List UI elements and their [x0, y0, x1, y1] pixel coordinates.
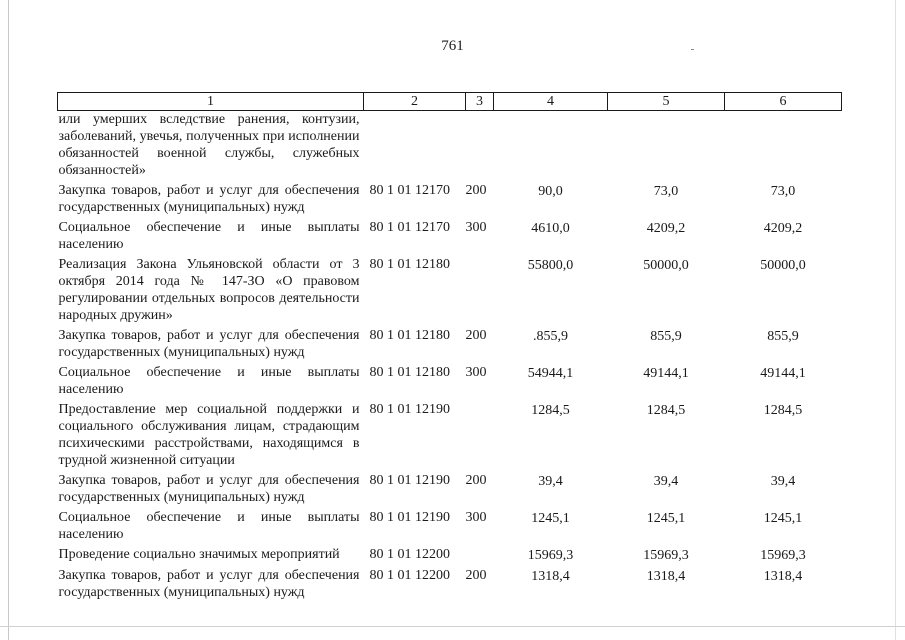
- row-value-col5: 73,0: [653, 184, 679, 199]
- page-number: 761: [441, 38, 464, 54]
- column-header-1: 1: [58, 93, 364, 111]
- scan-edge-right: [895, 0, 896, 640]
- row-value-col6: [725, 111, 842, 180]
- row-code: 80 1 01 12170: [369, 183, 450, 198]
- row-value-col4: 54944,1: [527, 366, 574, 381]
- row-value-col5: 1284,5: [646, 403, 686, 418]
- row-value-col4: 90,0: [538, 184, 563, 199]
- scan-edge-left: [8, 0, 9, 640]
- row-expense-type: 300: [465, 510, 487, 525]
- row-value-col6: 1245,1: [763, 511, 803, 526]
- row-expense-type: 200: [465, 183, 487, 198]
- row-value-col5: 39,4: [653, 474, 679, 489]
- row-value-col5: 855,9: [650, 329, 682, 344]
- column-header-5: 5: [608, 93, 725, 111]
- row-code: 80 1 01 12180: [369, 257, 450, 272]
- row-name: Социальное обеспечение и иные выплаты населению: [58, 220, 360, 252]
- table-row: [58, 398, 842, 469]
- row-code: 80 1 01 12190: [369, 510, 450, 525]
- row-value-col4: .855,9: [533, 329, 568, 344]
- row-value-col6: 49144,1: [760, 366, 806, 381]
- table-row: [58, 179, 842, 216]
- table-row: [58, 506, 842, 543]
- row-code: 80 1 01 12180: [369, 328, 450, 343]
- row-value-col5: 49144,1: [643, 366, 689, 381]
- row-code: 80 1 01 12200: [369, 568, 450, 583]
- budget-table: [57, 92, 842, 601]
- row-name: Закупка товаров, работ и услуг для обеспечения государственных (муниципальных) нужд: [58, 328, 360, 360]
- table-row: [58, 111, 842, 180]
- row-value-col4: 1284,5: [531, 403, 570, 418]
- row-value-col6: 50000,0: [760, 258, 806, 273]
- row-expense-type: 300: [465, 365, 487, 380]
- table-row: [58, 216, 842, 253]
- row-name: Социальное обеспечение и иные выплаты населению: [58, 365, 360, 397]
- row-expense-type: 200: [465, 568, 487, 583]
- row-value-col5: 1245,1: [646, 511, 686, 526]
- row-name: Закупка товаров, работ и услуг для обеспечения государственных (муниципальных) нужд: [58, 473, 360, 505]
- row-expense-type: 200: [465, 328, 487, 343]
- column-header-2: 2: [364, 93, 466, 111]
- column-header-6: 6: [725, 93, 842, 111]
- table-row: [58, 564, 842, 601]
- row-value-col6: 39,4: [770, 474, 796, 489]
- row-value-col5: 1318,4: [646, 569, 686, 584]
- column-header-3: 3: [466, 93, 494, 111]
- row-value-col5: 50000,0: [643, 258, 689, 273]
- row-code: 80 1 01 12190: [369, 402, 450, 417]
- column-header-4: 4: [494, 93, 608, 111]
- row-name: Закупка товаров, работ и услуг для обеспечения государственных (муниципальных) нужд: [58, 568, 360, 600]
- row-value-col6: 15969,3: [760, 548, 806, 563]
- row-code: 80 1 01 12200: [369, 547, 450, 562]
- row-code: 80 1 01 12170: [369, 220, 450, 235]
- row-expense-type: [466, 111, 494, 180]
- row-value-col4: 55800,0: [527, 258, 574, 273]
- row-code: 80 1 01 12180: [369, 365, 450, 380]
- table-row: [58, 324, 842, 361]
- row-value-col6: 73,0: [770, 184, 796, 199]
- row-expense-type: [466, 253, 494, 324]
- row-name: Социальное обеспечение и иные выплаты населению: [58, 510, 360, 542]
- row-expense-type: [466, 543, 494, 564]
- row-value-col5: [608, 111, 725, 180]
- table-row: [58, 543, 842, 564]
- row-value-col5: 15969,3: [643, 548, 689, 563]
- row-value-col6: 855,9: [767, 329, 799, 344]
- row-code: 80 1 01 12190: [369, 473, 450, 488]
- table-row: [58, 469, 842, 506]
- row-value-col4: 1318,4: [531, 569, 570, 584]
- row-name: Реализация Закона Ульяновской области от 3 октября 2014 года № 147-ЗО «О правовом регулировании отдельных вопросов деятельности народных дружин»: [58, 257, 360, 323]
- table-row: [58, 361, 842, 398]
- row-value-col4: 1245,1: [531, 511, 570, 526]
- row-value-col4: 4610,0: [531, 221, 570, 236]
- scan-edge-bottom: [0, 626, 905, 627]
- row-name: или умерших вследствие ранения, контузии, заболеваний, увечья, полученных при исполнении обязанностей военной службы, служебных обязанностей»: [58, 112, 360, 178]
- table-row: [58, 253, 842, 324]
- row-value-col4: 39,4: [538, 474, 563, 489]
- row-name: Предоставление мер социальной поддержки и социального обслуживания лицам, страдающим психическими расстройствами, находящимся в трудной жизненной ситуации: [58, 402, 360, 468]
- row-expense-type: [466, 398, 494, 469]
- row-value-col6: 1318,4: [763, 569, 803, 584]
- row-code: [364, 111, 466, 180]
- column-number-header-row: [58, 93, 842, 111]
- row-name: Проведение социально значимых мероприятий: [58, 547, 340, 562]
- row-value-col5: 4209,2: [646, 221, 686, 236]
- row-expense-type: 200: [465, 473, 487, 488]
- row-value-col4: 15969,3: [527, 548, 574, 563]
- row-value-col6: 4209,2: [763, 221, 803, 236]
- row-expense-type: 300: [465, 220, 487, 235]
- row-value-col4: [494, 111, 608, 180]
- row-value-col6: 1284,5: [763, 403, 803, 418]
- row-name: Закупка товаров, работ и услуг для обеспечения государственных (муниципальных) нужд: [58, 183, 360, 215]
